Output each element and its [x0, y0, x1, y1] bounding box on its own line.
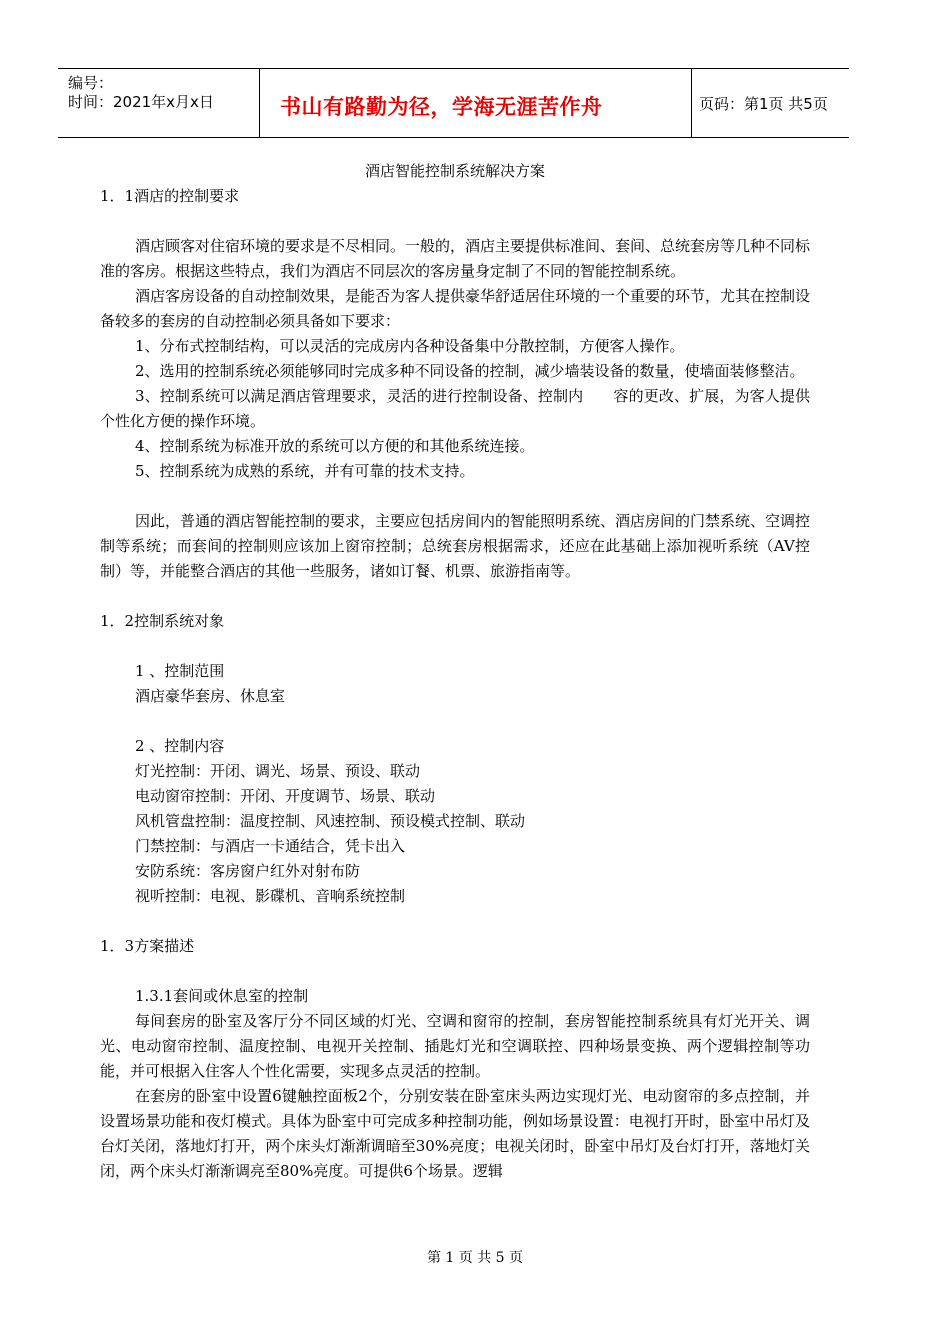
requirement-item: 1、分布式控制结构，可以灵活的完成房内各种设备集中分散控制，方便客人操作。: [135, 337, 685, 355]
requirement-item: 3、控制系统可以满足酒店管理要求，灵活的进行控制设备、控制内 容的更改、扩展，为客人提供个性化方便的操作环境。: [100, 387, 810, 430]
page-number-label: 页码：第1页 共5页: [699, 95, 828, 113]
control-item: 风机管盘控制：温度控制、风速控制、预设模式控制、联动: [135, 812, 526, 830]
spacer: [100, 909, 810, 934]
doc-id-label: 编号：: [68, 74, 114, 92]
paragraph: 酒店顾客对住宿环境的要求是不尽相同。一般的，酒店主要提供标准间、套间、总统套房等几种不同标准的客房。根据这些特点，我们为酒店不同层次的客房量身定制了不同的智能控制系统。: [100, 237, 811, 280]
control-item: 视听控制：电视、影碟机、音响系统控制: [135, 887, 406, 905]
subheading-content: 2 、控制内容: [135, 737, 225, 755]
subheading-range: 1 、控制范围: [135, 662, 225, 680]
section-heading-1-1: 1．1酒店的控制要求: [100, 187, 240, 205]
spacer: [100, 959, 810, 984]
section-heading-1-3: 1．3方案描述: [100, 937, 195, 955]
header-table: [58, 68, 849, 138]
paragraph: 因此，普通的酒店智能控制的要求，主要应包括房间内的智能照明系统、酒店房间的门禁系统、空调控制等系统；而套间的控制则应该加上窗帘控制；总统套房根据需求，还应在此基础上添加视听系统（AV控制）等，并能整合酒店的其他一些服务，诸如订餐、机票、旅游指南等。: [100, 512, 811, 580]
control-item: 安防系统：客房窗户红外对射布防: [135, 862, 361, 880]
paragraph: 每间套房的卧室及客厅分不同区域的灯光、空调和窗帘的控制，套房智能控制系统具有灯光开关、调光、电动窗帘控制、温度控制、电视开关控制、插匙灯光和空调联控、四种场景变换、两个逻辑控制等功能，并可根据入住客人个性化需要，实现多点灵活的控制。: [100, 1012, 810, 1080]
spacer: [100, 584, 810, 609]
requirement-item: 2、选用的控制系统必须能够同时完成多种不同设备的控制，减少墙装设备的数量，使墙面装修整洁。: [135, 362, 805, 380]
page-footer: 第 1 页 共 5 页: [426, 1250, 524, 1266]
subsection-heading-1-3-1: 1.3.1套间或休息室的控制: [135, 987, 309, 1005]
header-page-cell: [691, 69, 849, 137]
header-info-cell: [58, 69, 259, 137]
doc-time-label: 时间：2021年x月x日: [68, 93, 214, 111]
control-item: 电动窗帘控制：开闭、开度调节、场景、联动: [135, 787, 436, 805]
spacer: [100, 709, 810, 734]
requirement-item: 5、控制系统为成熟的系统，并有可靠的技术支持。: [135, 462, 475, 480]
motto-text: 书山有路勤为径，学海无涯苦作舟: [280, 95, 603, 119]
paragraph: 在套房的卧室中设置6键触控面板2个，分别安装在卧室床头两边实现灯光、电动窗帘的多点控制，并设置场景功能和夜灯模式。具体为卧室中可完成多种控制功能，例如场景设置：电视打开时，卧室中吊灯及台灯关闭，落地灯打开，两个床头灯渐渐调暗至30%亮度；电视关闭时，卧室中吊灯及台灯打开，落地灯关闭，两个床头灯渐渐调亮至80%亮度。可提供6个场景。逻辑: [100, 1087, 810, 1180]
paragraph: 酒店客房设备的自动控制效果，是能否为客人提供豪华舒适居住环境的一个重要的环节，尤其在控制设备较多的套房的自动控制必须具备如下要求：: [100, 287, 811, 330]
control-item: 门禁控制：与酒店一卡通结合，凭卡出入: [135, 837, 406, 855]
spacer: [100, 634, 810, 659]
doc-title: 酒店智能控制系统解决方案: [364, 162, 545, 180]
spacer: [100, 209, 810, 234]
spacer: [100, 484, 810, 509]
range-value: 酒店豪华套房、休息室: [135, 687, 286, 705]
header-motto-cell: [259, 69, 692, 137]
requirement-item: 4、控制系统为标准开放的系统可以方便的和其他系统连接。: [135, 437, 535, 455]
section-heading-1-2: 1．2控制系统对象: [100, 612, 225, 630]
document-body: [100, 155, 810, 1184]
control-item: 灯光控制：开闭、调光、场景、预设、联动: [135, 762, 421, 780]
